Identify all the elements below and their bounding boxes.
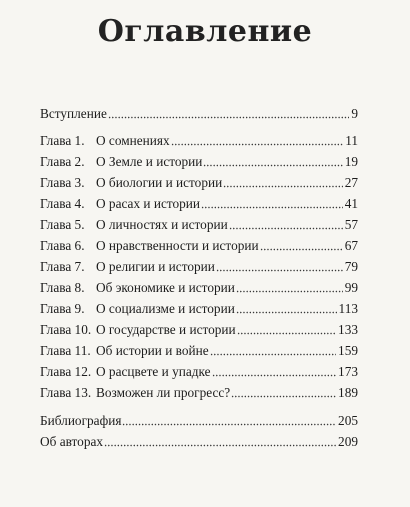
toc-entry-page: 27 [344,175,358,190]
dot-leader [223,177,343,188]
toc-entry [40,194,358,212]
toc-entry-chapter: Глава 5. [40,217,85,232]
toc-entry-chapter: Глава 13. [40,385,92,400]
toc-entry-title: О расцвете и упадке [96,364,211,379]
toc-entry-title: О биологии и истории [96,175,223,190]
dot-leader [236,303,337,314]
toc-entry-title: О личностях и истории [96,217,228,232]
toc-entry-title: О социализме и истории [96,301,235,316]
dot-leader [237,324,336,335]
toc-entry-page: 159 [338,343,358,358]
toc-entry [40,104,358,122]
page-title: Оглавление [97,14,313,49]
toc-entry [40,299,358,317]
toc-entry [40,383,358,401]
toc-entry-page: 57 [344,217,358,232]
toc-entry-page: 79 [344,259,358,274]
toc-entry [40,236,358,254]
toc-entry [40,278,358,296]
dot-leader [210,345,336,356]
dot-leader [171,135,344,146]
toc-entry-chapter: Глава 1. [40,133,85,148]
toc-entry [40,432,358,450]
dot-leader [201,198,343,209]
toc-entry-title: О расах и истории [96,196,201,211]
toc-entry-title: О религии и истории [96,259,215,274]
dot-leader [212,366,337,377]
toc-entry-page: 113 [338,301,358,316]
toc-entry-title: Вступление [40,106,107,121]
toc-entry-page: 67 [344,238,358,253]
dot-leader [203,156,342,167]
toc-entry-chapter: Глава 10. [40,322,92,337]
toc-entry-chapter: Глава 11. [40,343,91,358]
toc-entry-chapter: Глава 3. [40,175,85,190]
toc-entry [40,257,358,275]
toc-entry-page: 209 [338,434,358,449]
toc-entry [40,362,358,380]
toc-entry-page: 173 [338,364,358,379]
toc-entry [40,320,358,338]
toc-entry [40,152,358,170]
toc-entry-title: Об истории и войне [96,343,209,358]
toc-entry-page: 133 [338,322,358,337]
dot-leader [231,387,336,398]
dot-leader [216,261,343,272]
toc-entry-title: О нравственности и истории [96,238,259,253]
toc-entry-title: О государстве и истории [96,322,236,337]
toc-entry [40,341,358,359]
toc-entry-chapter: Глава 4. [40,196,85,211]
toc-entry [40,131,358,149]
toc-entry-title: Об авторах [40,434,104,449]
toc-entry-chapter: Глава 7. [40,259,85,274]
toc-entry-page: 99 [344,280,358,295]
toc-entry [40,411,358,429]
toc-entry-page: 19 [344,154,358,169]
toc-entry-chapter: Глава 9. [40,301,85,316]
toc-entry-page: 9 [351,106,358,121]
dot-leader [108,108,350,119]
toc-entry-chapter: Глава 12. [40,364,92,379]
dot-leader [236,282,343,293]
toc-entry-chapter: Глава 2. [40,154,85,169]
toc-entry-title: Об экономике и истории [96,280,235,295]
toc-entry-title: Библиография [40,413,122,428]
toc-entry-chapter: Глава 6. [40,238,85,253]
dot-leader [229,219,343,230]
dot-leader [260,240,343,251]
toc-entry-title: О сомнениях [96,133,170,148]
toc-entry [40,215,358,233]
toc-entry-page: 11 [345,133,358,148]
toc-entry-title: О Земле и истории [96,154,203,169]
dot-leader [122,415,336,426]
toc-entry-page: 41 [344,196,358,211]
toc-entry [40,173,358,191]
toc-entry-page: 205 [338,413,358,428]
dot-leader [104,436,336,447]
toc-entry-page: 189 [338,385,358,400]
toc-entry-chapter: Глава 8. [40,280,85,295]
toc-entry-title: Возможен ли прогресс? [96,385,231,400]
